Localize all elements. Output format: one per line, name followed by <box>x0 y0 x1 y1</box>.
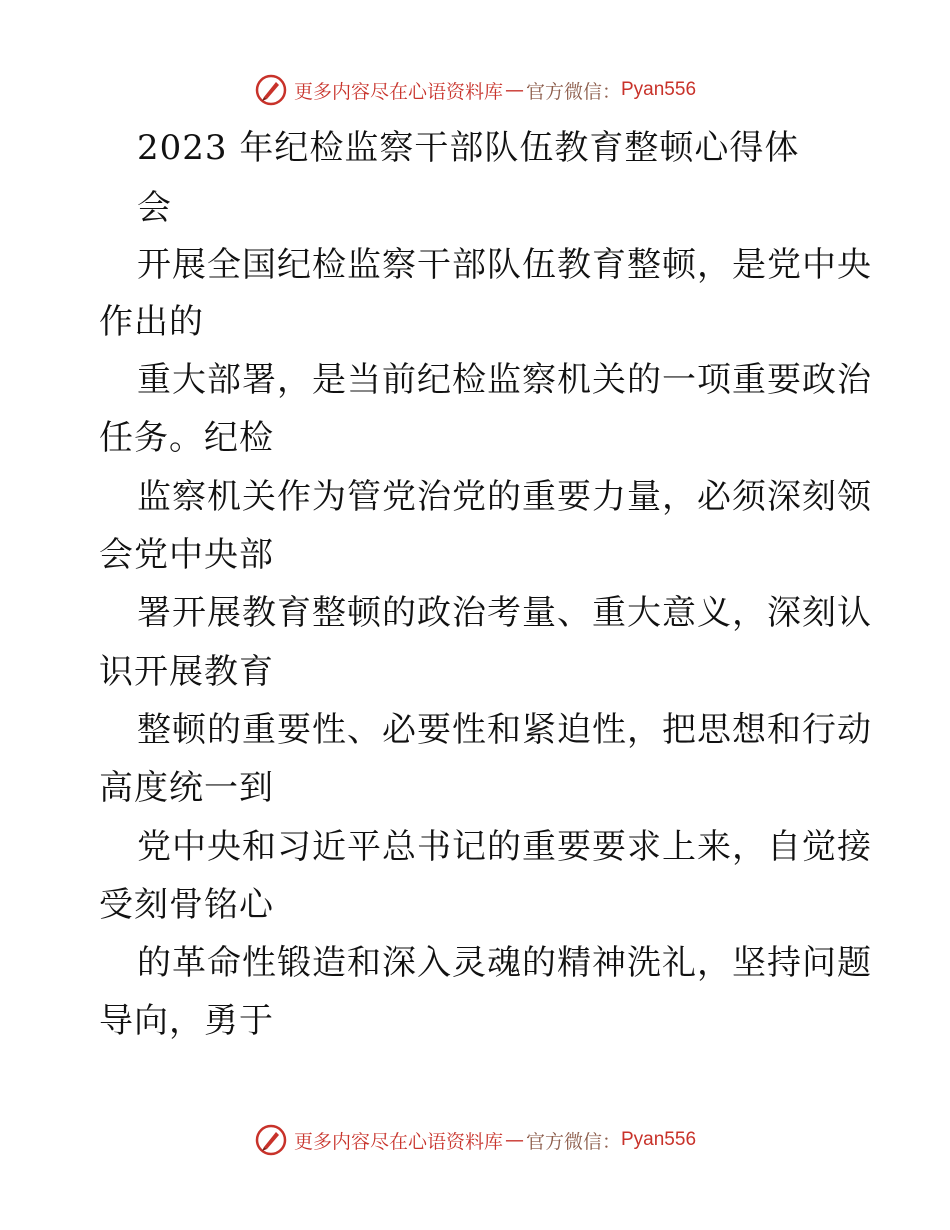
paragraph-line: 党中央和习近平总书记的重要要求上来，自觉接 <box>137 827 872 867</box>
footer-watermark-banner <box>0 1120 950 1160</box>
quill-pen-logo-icon <box>254 1123 288 1157</box>
paragraph-line: 重大部署，是当前纪检监察机关的一项重要政治 <box>137 360 872 400</box>
quill-pen-logo-icon <box>254 73 288 107</box>
banner-wechat-id: Pyan556 <box>621 79 697 100</box>
paragraph-line: 任务。纪检 <box>99 418 274 458</box>
paragraph-line: 的革命性锻造和深入灵魂的精神洗礼，坚持问题 <box>137 943 872 983</box>
paragraph-line: 开展全国纪检监察干部队伍教育整顿，是党中央 <box>137 245 872 285</box>
document-title: 2023 年纪检监察干部队伍教育整顿心得体 <box>137 128 800 168</box>
banner-site-text: 更多内容尽在心语资料库 <box>293 80 503 103</box>
banner-wechat-id: Pyan556 <box>621 1129 697 1150</box>
header-watermark-banner <box>0 70 950 110</box>
document-title-continued: 会 <box>137 188 172 228</box>
paragraph-line: 署开展教育整顿的政治考量、重大意义，深刻认 <box>137 593 872 633</box>
paragraph-line: 导向，勇于 <box>99 1001 274 1041</box>
banner-dash: — <box>504 1129 524 1151</box>
banner-dash: — <box>504 79 524 101</box>
paragraph-line: 整顿的重要性、必要性和紧迫性，把思想和行动 <box>137 710 872 750</box>
banner-site-text: 更多内容尽在心语资料库 <box>293 1130 503 1153</box>
paragraph-line: 监察机关作为管党治党的重要力量，必须深刻领 <box>137 477 872 517</box>
paragraph-line: 识开展教育 <box>99 652 274 692</box>
banner-wechat-label: 官方微信： <box>525 80 621 103</box>
banner-wechat-label: 官方微信： <box>525 1130 621 1153</box>
paragraph-line: 会党中央部 <box>99 535 274 575</box>
paragraph-line: 作出的 <box>99 302 204 342</box>
paragraph-line: 高度统一到 <box>99 768 274 808</box>
paragraph-line: 受刻骨铭心 <box>99 885 274 925</box>
